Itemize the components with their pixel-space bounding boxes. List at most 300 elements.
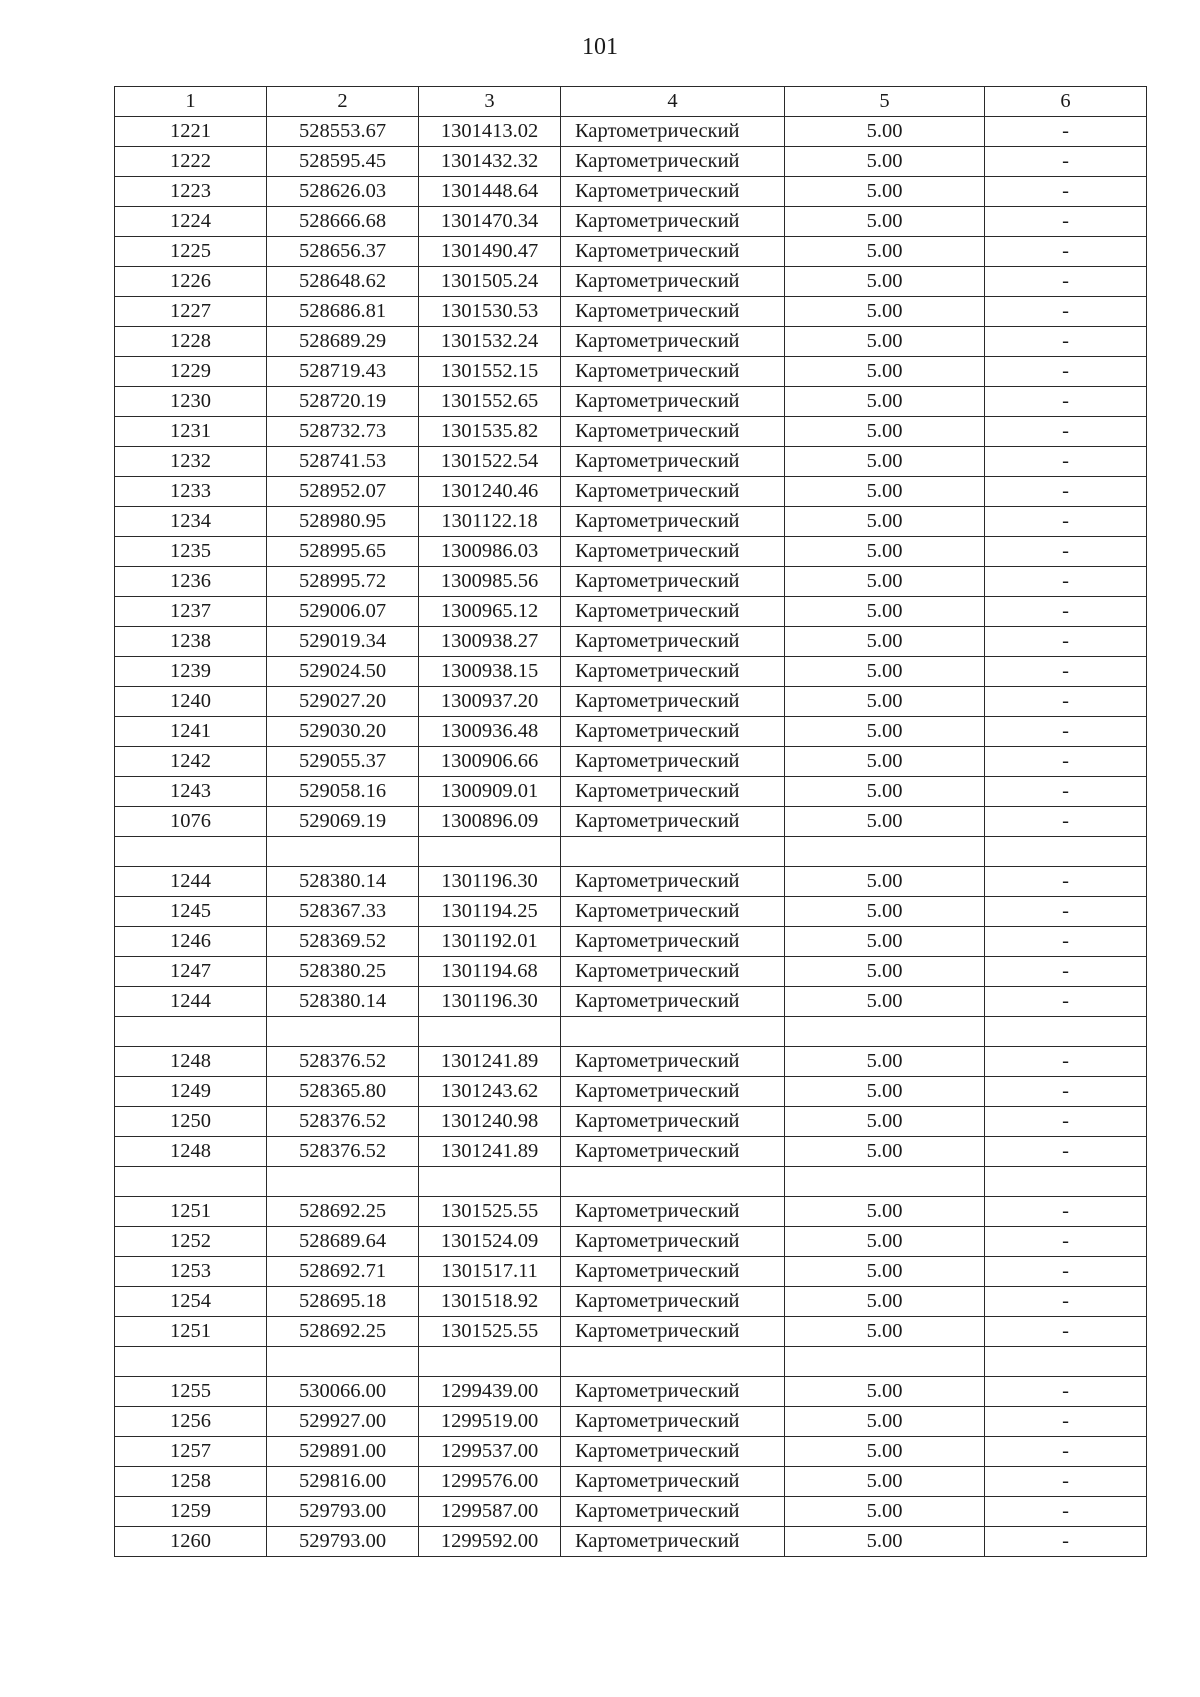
x-coordinate-cell: 528692.25 (267, 1197, 419, 1227)
table-row (115, 1107, 1147, 1137)
y-coordinate-cell: 1301524.09 (419, 1227, 561, 1257)
point-number-cell: 1244 (115, 867, 267, 897)
table-row (115, 1287, 1147, 1317)
method-cell: Картометрический (561, 1467, 785, 1497)
method-cell: Картометрический (561, 927, 785, 957)
accuracy-cell: 5.00 (785, 687, 985, 717)
x-coordinate-cell: 529816.00 (267, 1467, 419, 1497)
description-cell: - (985, 717, 1147, 747)
y-coordinate-cell: 1301525.55 (419, 1197, 561, 1227)
accuracy-cell: 5.00 (785, 1197, 985, 1227)
description-cell (985, 1347, 1147, 1377)
point-number-cell: 1224 (115, 207, 267, 237)
method-cell: Картометрический (561, 1197, 785, 1227)
y-coordinate-cell: 1301470.34 (419, 207, 561, 237)
description-cell: - (985, 1527, 1147, 1557)
table-row (115, 1407, 1147, 1437)
y-coordinate-cell (419, 1167, 561, 1197)
table-row (115, 897, 1147, 927)
point-number-cell: 1248 (115, 1137, 267, 1167)
point-number-cell: 1249 (115, 1077, 267, 1107)
point-number-cell: 1229 (115, 357, 267, 387)
y-coordinate-cell: 1301522.54 (419, 447, 561, 477)
method-cell: Картометрический (561, 237, 785, 267)
description-cell: - (985, 1227, 1147, 1257)
x-coordinate-cell: 528376.52 (267, 1047, 419, 1077)
table-row (115, 1497, 1147, 1527)
point-number-cell (115, 837, 267, 867)
accuracy-cell: 5.00 (785, 327, 985, 357)
description-cell: - (985, 447, 1147, 477)
accuracy-cell: 5.00 (785, 1107, 985, 1137)
accuracy-cell: 5.00 (785, 1467, 985, 1497)
description-cell: - (985, 777, 1147, 807)
accuracy-cell: 5.00 (785, 1527, 985, 1557)
point-number-cell: 1246 (115, 927, 267, 957)
x-coordinate-cell: 528648.62 (267, 267, 419, 297)
point-number-cell: 1243 (115, 777, 267, 807)
accuracy-cell: 5.00 (785, 357, 985, 387)
table-row (115, 1527, 1147, 1557)
y-coordinate-cell: 1300938.27 (419, 627, 561, 657)
x-coordinate-cell: 529027.20 (267, 687, 419, 717)
table-row (115, 147, 1147, 177)
x-coordinate-cell: 528367.33 (267, 897, 419, 927)
y-coordinate-cell: 1301505.24 (419, 267, 561, 297)
method-cell: Картометрический (561, 447, 785, 477)
point-number-cell: 1242 (115, 747, 267, 777)
description-cell: - (985, 687, 1147, 717)
y-coordinate-cell: 1301196.30 (419, 987, 561, 1017)
accuracy-cell: 5.00 (785, 867, 985, 897)
point-number-cell: 1252 (115, 1227, 267, 1257)
x-coordinate-cell: 529019.34 (267, 627, 419, 657)
accuracy-cell: 5.00 (785, 747, 985, 777)
point-number-cell: 1228 (115, 327, 267, 357)
column-header-3: 3 (419, 87, 561, 117)
table-row (115, 1077, 1147, 1107)
method-cell: Картометрический (561, 957, 785, 987)
point-number-cell: 1239 (115, 657, 267, 687)
x-coordinate-cell: 529927.00 (267, 1407, 419, 1437)
method-cell: Картометрический (561, 777, 785, 807)
x-coordinate-cell: 528376.52 (267, 1137, 419, 1167)
point-number-cell: 1221 (115, 117, 267, 147)
separator-row (115, 1167, 1147, 1197)
table-row (115, 867, 1147, 897)
method-cell: Картометрический (561, 1227, 785, 1257)
point-number-cell: 1250 (115, 1107, 267, 1137)
table-row (115, 537, 1147, 567)
accuracy-cell: 5.00 (785, 897, 985, 927)
method-cell (561, 1347, 785, 1377)
x-coordinate-cell: 528376.52 (267, 1107, 419, 1137)
point-number-cell: 1248 (115, 1047, 267, 1077)
description-cell: - (985, 297, 1147, 327)
coordinates-table (114, 86, 1147, 1557)
point-number-cell: 1241 (115, 717, 267, 747)
description-cell: - (985, 1287, 1147, 1317)
accuracy-cell: 5.00 (785, 597, 985, 627)
table-row (115, 1047, 1147, 1077)
accuracy-cell: 5.00 (785, 1437, 985, 1467)
description-cell: - (985, 747, 1147, 777)
x-coordinate-cell (267, 837, 419, 867)
y-coordinate-cell: 1301552.15 (419, 357, 561, 387)
accuracy-cell: 5.00 (785, 777, 985, 807)
table-row (115, 1317, 1147, 1347)
x-coordinate-cell: 528995.65 (267, 537, 419, 567)
accuracy-cell: 5.00 (785, 117, 985, 147)
x-coordinate-cell (267, 1167, 419, 1197)
point-number-cell: 1251 (115, 1317, 267, 1347)
description-cell: - (985, 507, 1147, 537)
x-coordinate-cell: 528692.71 (267, 1257, 419, 1287)
method-cell: Картометрический (561, 477, 785, 507)
point-number-cell: 1232 (115, 447, 267, 477)
column-header-6: 6 (985, 87, 1147, 117)
point-number-cell: 1223 (115, 177, 267, 207)
y-coordinate-cell: 1301196.30 (419, 867, 561, 897)
accuracy-cell (785, 1347, 985, 1377)
x-coordinate-cell: 528689.29 (267, 327, 419, 357)
y-coordinate-cell: 1300986.03 (419, 537, 561, 567)
accuracy-cell: 5.00 (785, 387, 985, 417)
accuracy-cell: 5.00 (785, 1257, 985, 1287)
table-row (115, 177, 1147, 207)
table-row (115, 507, 1147, 537)
table-row (115, 387, 1147, 417)
accuracy-cell (785, 1167, 985, 1197)
x-coordinate-cell (267, 1347, 419, 1377)
table-body (115, 117, 1147, 1557)
x-coordinate-cell: 529793.00 (267, 1527, 419, 1557)
y-coordinate-cell: 1300965.12 (419, 597, 561, 627)
description-cell: - (985, 897, 1147, 927)
separator-row (115, 837, 1147, 867)
method-cell: Картометрический (561, 987, 785, 1017)
y-coordinate-cell: 1300896.09 (419, 807, 561, 837)
y-coordinate-cell: 1301243.62 (419, 1077, 561, 1107)
table-row (115, 987, 1147, 1017)
y-coordinate-cell: 1299576.00 (419, 1467, 561, 1497)
method-cell: Картометрический (561, 147, 785, 177)
x-coordinate-cell: 528741.53 (267, 447, 419, 477)
accuracy-cell: 5.00 (785, 1287, 985, 1317)
accuracy-cell: 5.00 (785, 567, 985, 597)
y-coordinate-cell: 1300936.48 (419, 717, 561, 747)
x-coordinate-cell (267, 1017, 419, 1047)
table-row (115, 1437, 1147, 1467)
x-coordinate-cell: 528732.73 (267, 417, 419, 447)
table-row (115, 1197, 1147, 1227)
description-cell: - (985, 237, 1147, 267)
header-row (115, 87, 1147, 117)
description-cell: - (985, 1377, 1147, 1407)
y-coordinate-cell: 1301194.25 (419, 897, 561, 927)
method-cell: Картометрический (561, 597, 785, 627)
method-cell: Картометрический (561, 627, 785, 657)
method-cell: Картометрический (561, 1257, 785, 1287)
description-cell: - (985, 627, 1147, 657)
method-cell: Картометрический (561, 1137, 785, 1167)
y-coordinate-cell: 1301194.68 (419, 957, 561, 987)
accuracy-cell: 5.00 (785, 477, 985, 507)
table-row (115, 657, 1147, 687)
y-coordinate-cell: 1301525.55 (419, 1317, 561, 1347)
accuracy-cell: 5.00 (785, 1227, 985, 1257)
description-cell: - (985, 1407, 1147, 1437)
x-coordinate-cell: 528995.72 (267, 567, 419, 597)
x-coordinate-cell: 528719.43 (267, 357, 419, 387)
description-cell: - (985, 597, 1147, 627)
accuracy-cell: 5.00 (785, 1317, 985, 1347)
y-coordinate-cell: 1300909.01 (419, 777, 561, 807)
method-cell: Картометрический (561, 1047, 785, 1077)
y-coordinate-cell: 1301518.92 (419, 1287, 561, 1317)
description-cell (985, 837, 1147, 867)
x-coordinate-cell: 528365.80 (267, 1077, 419, 1107)
point-number-cell: 1253 (115, 1257, 267, 1287)
method-cell: Картометрический (561, 897, 785, 927)
y-coordinate-cell: 1301122.18 (419, 507, 561, 537)
method-cell: Картометрический (561, 1437, 785, 1467)
method-cell: Картометрический (561, 1377, 785, 1407)
method-cell: Картометрический (561, 657, 785, 687)
x-coordinate-cell: 528380.25 (267, 957, 419, 987)
table-row (115, 597, 1147, 627)
description-cell: - (985, 987, 1147, 1017)
method-cell: Картометрический (561, 687, 785, 717)
description-cell: - (985, 957, 1147, 987)
accuracy-cell: 5.00 (785, 657, 985, 687)
x-coordinate-cell: 529006.07 (267, 597, 419, 627)
accuracy-cell: 5.00 (785, 987, 985, 1017)
point-number-cell: 1260 (115, 1527, 267, 1557)
description-cell: - (985, 267, 1147, 297)
description-cell: - (985, 1197, 1147, 1227)
y-coordinate-cell: 1301552.65 (419, 387, 561, 417)
y-coordinate-cell: 1301530.53 (419, 297, 561, 327)
method-cell: Картометрический (561, 267, 785, 297)
y-coordinate-cell: 1299592.00 (419, 1527, 561, 1557)
point-number-cell: 1245 (115, 897, 267, 927)
table-row (115, 777, 1147, 807)
accuracy-cell: 5.00 (785, 927, 985, 957)
page-number: 101 (582, 34, 618, 60)
accuracy-cell (785, 837, 985, 867)
point-number-cell: 1258 (115, 1467, 267, 1497)
accuracy-cell: 5.00 (785, 807, 985, 837)
accuracy-cell (785, 1017, 985, 1047)
column-header-2: 2 (267, 87, 419, 117)
x-coordinate-cell: 529891.00 (267, 1437, 419, 1467)
x-coordinate-cell: 528952.07 (267, 477, 419, 507)
y-coordinate-cell: 1300985.56 (419, 567, 561, 597)
description-cell: - (985, 537, 1147, 567)
method-cell (561, 1167, 785, 1197)
accuracy-cell: 5.00 (785, 507, 985, 537)
x-coordinate-cell: 528689.64 (267, 1227, 419, 1257)
table-row (115, 417, 1147, 447)
description-cell: - (985, 1047, 1147, 1077)
method-cell: Картометрический (561, 537, 785, 567)
description-cell: - (985, 1077, 1147, 1107)
accuracy-cell: 5.00 (785, 447, 985, 477)
point-number-cell: 1227 (115, 297, 267, 327)
description-cell: - (985, 657, 1147, 687)
method-cell: Картометрический (561, 177, 785, 207)
y-coordinate-cell: 1299587.00 (419, 1497, 561, 1527)
y-coordinate-cell: 1299439.00 (419, 1377, 561, 1407)
description-cell: - (985, 207, 1147, 237)
table-row (115, 447, 1147, 477)
method-cell: Картометрический (561, 117, 785, 147)
table-row (115, 807, 1147, 837)
table-row (115, 747, 1147, 777)
column-header-1: 1 (115, 87, 267, 117)
y-coordinate-cell (419, 1347, 561, 1377)
point-number-cell: 1234 (115, 507, 267, 537)
table-row (115, 1467, 1147, 1497)
description-cell: - (985, 1437, 1147, 1467)
x-coordinate-cell: 528692.25 (267, 1317, 419, 1347)
x-coordinate-cell: 529030.20 (267, 717, 419, 747)
point-number-cell: 1230 (115, 387, 267, 417)
description-cell: - (985, 387, 1147, 417)
method-cell (561, 837, 785, 867)
x-coordinate-cell: 528666.68 (267, 207, 419, 237)
separator-row (115, 1017, 1147, 1047)
point-number-cell: 1233 (115, 477, 267, 507)
point-number-cell (115, 1017, 267, 1047)
description-cell: - (985, 927, 1147, 957)
y-coordinate-cell: 1301192.01 (419, 927, 561, 957)
description-cell: - (985, 477, 1147, 507)
description-cell: - (985, 417, 1147, 447)
y-coordinate-cell: 1301532.24 (419, 327, 561, 357)
point-number-cell: 1237 (115, 597, 267, 627)
x-coordinate-cell: 528980.95 (267, 507, 419, 537)
point-number-cell: 1231 (115, 417, 267, 447)
method-cell: Картометрический (561, 1317, 785, 1347)
x-coordinate-cell: 528595.45 (267, 147, 419, 177)
point-number-cell: 1247 (115, 957, 267, 987)
accuracy-cell: 5.00 (785, 957, 985, 987)
y-coordinate-cell: 1299537.00 (419, 1437, 561, 1467)
accuracy-cell: 5.00 (785, 1497, 985, 1527)
point-number-cell: 1254 (115, 1287, 267, 1317)
y-coordinate-cell: 1301241.89 (419, 1137, 561, 1167)
method-cell: Картометрический (561, 357, 785, 387)
method-cell: Картометрический (561, 1107, 785, 1137)
table-row (115, 957, 1147, 987)
accuracy-cell: 5.00 (785, 717, 985, 747)
x-coordinate-cell: 528380.14 (267, 987, 419, 1017)
point-number-cell: 1256 (115, 1407, 267, 1437)
y-coordinate-cell: 1301490.47 (419, 237, 561, 267)
point-number-cell: 1235 (115, 537, 267, 567)
table-row (115, 1137, 1147, 1167)
point-number-cell: 1236 (115, 567, 267, 597)
x-coordinate-cell: 529058.16 (267, 777, 419, 807)
x-coordinate-cell: 529055.37 (267, 747, 419, 777)
point-number-cell: 1251 (115, 1197, 267, 1227)
accuracy-cell: 5.00 (785, 147, 985, 177)
description-cell: - (985, 1467, 1147, 1497)
method-cell: Картометрический (561, 1077, 785, 1107)
accuracy-cell: 5.00 (785, 537, 985, 567)
y-coordinate-cell: 1301517.11 (419, 1257, 561, 1287)
method-cell: Картометрический (561, 717, 785, 747)
point-number-cell: 1244 (115, 987, 267, 1017)
point-number-cell: 1225 (115, 237, 267, 267)
description-cell: - (985, 1107, 1147, 1137)
y-coordinate-cell: 1300937.20 (419, 687, 561, 717)
table-row (115, 1227, 1147, 1257)
point-number-cell (115, 1347, 267, 1377)
y-coordinate-cell: 1301535.82 (419, 417, 561, 447)
separator-row (115, 1347, 1147, 1377)
table-row (115, 627, 1147, 657)
table-row (115, 477, 1147, 507)
accuracy-cell: 5.00 (785, 417, 985, 447)
method-cell: Картометрический (561, 207, 785, 237)
y-coordinate-cell: 1301240.46 (419, 477, 561, 507)
accuracy-cell: 5.00 (785, 1077, 985, 1107)
point-number-cell: 1226 (115, 267, 267, 297)
accuracy-cell: 5.00 (785, 177, 985, 207)
description-cell: - (985, 357, 1147, 387)
table-row (115, 717, 1147, 747)
method-cell: Картометрический (561, 747, 785, 777)
description-cell: - (985, 1317, 1147, 1347)
description-cell (985, 1167, 1147, 1197)
accuracy-cell: 5.00 (785, 207, 985, 237)
x-coordinate-cell: 529024.50 (267, 657, 419, 687)
table-row (115, 1377, 1147, 1407)
table-row (115, 117, 1147, 147)
y-coordinate-cell: 1301448.64 (419, 177, 561, 207)
table-row (115, 1257, 1147, 1287)
y-coordinate-cell: 1301240.98 (419, 1107, 561, 1137)
method-cell: Картометрический (561, 1527, 785, 1557)
x-coordinate-cell: 529069.19 (267, 807, 419, 837)
point-number-cell: 1255 (115, 1377, 267, 1407)
column-header-4: 4 (561, 87, 785, 117)
y-coordinate-cell: 1300938.15 (419, 657, 561, 687)
table-row (115, 297, 1147, 327)
point-number-cell (115, 1167, 267, 1197)
method-cell: Картометрический (561, 417, 785, 447)
point-number-cell: 1238 (115, 627, 267, 657)
y-coordinate-cell (419, 837, 561, 867)
y-coordinate-cell: 1301432.32 (419, 147, 561, 177)
y-coordinate-cell: 1301413.02 (419, 117, 561, 147)
table-row (115, 327, 1147, 357)
description-cell: - (985, 177, 1147, 207)
description-cell: - (985, 117, 1147, 147)
accuracy-cell: 5.00 (785, 237, 985, 267)
x-coordinate-cell: 528720.19 (267, 387, 419, 417)
accuracy-cell: 5.00 (785, 1047, 985, 1077)
table-header (115, 87, 1147, 117)
x-coordinate-cell: 529793.00 (267, 1497, 419, 1527)
method-cell: Картометрический (561, 1287, 785, 1317)
y-coordinate-cell: 1299519.00 (419, 1407, 561, 1437)
description-cell: - (985, 1137, 1147, 1167)
accuracy-cell: 5.00 (785, 297, 985, 327)
